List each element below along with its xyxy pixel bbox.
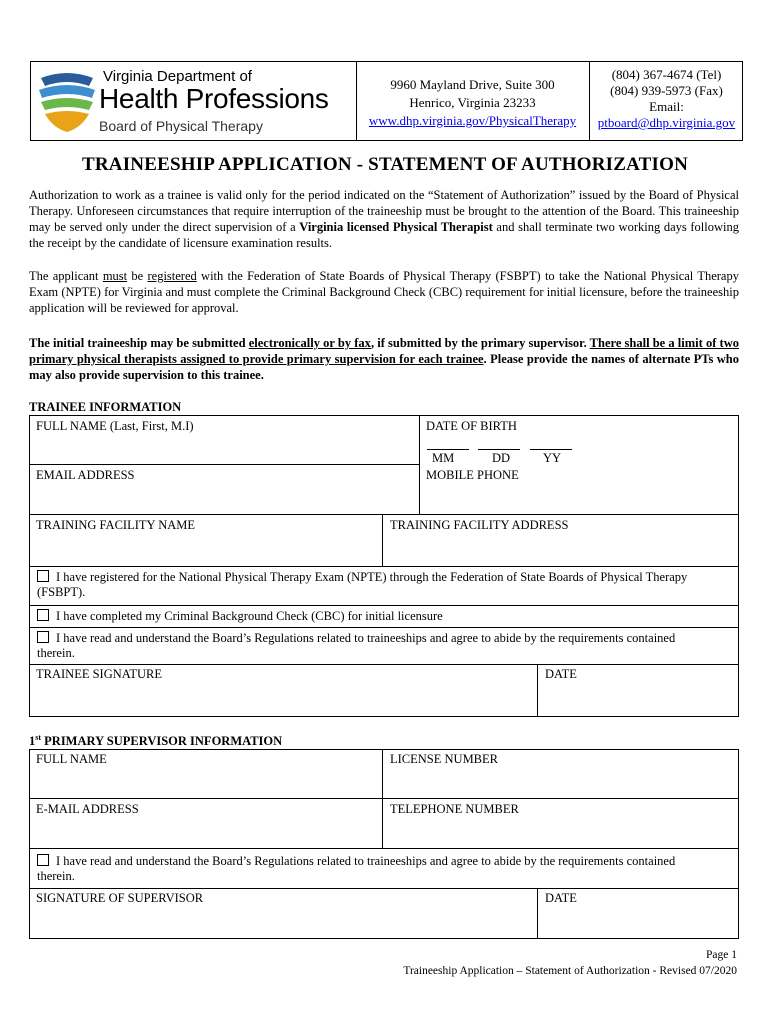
page-number: Page 1 xyxy=(706,949,737,961)
npte-checkbox[interactable] xyxy=(37,570,49,582)
revision-note: Traineeship Application – Statement of Authorization - Revised 07/2020 xyxy=(403,965,737,977)
telephone-field[interactable]: TELEPHONE NUMBER xyxy=(390,802,519,816)
board-contact: (804) 367-4674 (Tel) (804) 939-5973 (Fax) Email: ptboard@dhp.virginia.gov xyxy=(597,67,736,130)
supervisor-section-heading: 1st PRIMARY SUPERVISOR INFORMATION xyxy=(29,733,283,749)
cbc-checkbox[interactable] xyxy=(37,609,49,621)
dob-day-label: DD xyxy=(492,451,511,465)
dhp-logo-icon xyxy=(37,70,97,132)
trainee-date-field[interactable]: DATE xyxy=(545,667,577,681)
logo-line3: Board of Physical Therapy xyxy=(99,118,263,134)
dob-month-label: MM xyxy=(432,451,455,465)
supervisor-regulations-checkbox[interactable] xyxy=(37,854,49,866)
logo-line2: Health Professions xyxy=(99,83,329,114)
board-address: 9960 Mayland Drive, Suite 300 Henrico, Virginia 23233 www.dhp.virginia.gov/PhysicalTherapy xyxy=(368,77,577,128)
npte-check-row: I have registered for the National Physical Therapy Exam (NPTE) through the Federation of State Boards of Physical Therapy (FSBPT). xyxy=(37,570,688,599)
letterhead xyxy=(30,61,743,141)
website-link[interactable]: www.dhp.virginia.gov/PhysicalTherapy xyxy=(368,113,577,128)
email-link[interactable]: ptboard@dhp.virginia.gov xyxy=(597,115,736,130)
logo-line1: Virginia Department of xyxy=(103,68,252,85)
facility-name-field[interactable]: TRAINING FACILITY NAME xyxy=(36,518,196,532)
cbc-check-row: I have completed my Criminal Background Check (CBC) for initial licensure xyxy=(37,609,727,624)
trainee-form xyxy=(29,415,739,717)
submission-paragraph: The initial traineeship may be submitted electronically or by fax, if submitted by the primary supervisor. There shall be a limit of two primary physical therapists assigned to provide primary supervision for each trainee. Please provide the names of alternate PTs who may also provide supervision to this trainee. xyxy=(29,336,739,382)
regulations-checkbox[interactable] xyxy=(37,631,49,643)
supervisor-email-field[interactable]: E-MAIL ADDRESS xyxy=(36,802,139,816)
regulations-check-row: I have read and understand the Board’s Regulations related to traineeships and agree to abide by the requirements contained therein. xyxy=(37,631,676,660)
supervisor-regulations-row: I have read and understand the Board’s Regulations related to traineeships and agree to abide by the requirements contained therein. xyxy=(37,854,676,883)
trainee-section-heading: TRAINEE INFORMATION xyxy=(29,400,182,414)
supervisor-name-field[interactable]: FULL NAME xyxy=(36,752,107,766)
trainee-signature-field[interactable]: TRAINEE SIGNATURE xyxy=(36,667,163,681)
registration-paragraph: The applicant must be registered with the Federation of State Boards of Physical Therapy (FSBPT) to take the National Physical Therapy Exam (NPTE) for Virginia and must complete the Criminal Background Check (CBC) requirement for initial licensure, before the traineeship application will be reviewed for approval. xyxy=(29,269,739,315)
supervisor-date-field[interactable]: DATE xyxy=(545,891,577,905)
email-field[interactable]: EMAIL ADDRESS xyxy=(36,468,135,482)
supervisor-form xyxy=(29,749,739,939)
full-name-field[interactable]: FULL NAME (Last, First, M.I) xyxy=(36,419,194,433)
page-title: TRAINEESHIP APPLICATION - STATEMENT OF AUTHORIZATION xyxy=(81,154,688,175)
dob-year-label: YY xyxy=(543,451,562,465)
dob-field[interactable]: DATE OF BIRTH xyxy=(426,419,517,433)
authorization-paragraph: Authorization to work as a trainee is valid only for the period indicated on the “Statement of Authorization” issued by the Board of Physical Therapy. Unforeseen circumstances that require interruption of the traineeship must be brought to the attention of the Board. This traineeship may be served only under the direct supervision of a Virginia licensed Physical Therapist and shall terminate two working days following the receipt by the candidate of licensure examination results. xyxy=(29,188,739,250)
mobile-phone-field[interactable]: MOBILE PHONE xyxy=(426,468,519,482)
facility-address-field[interactable]: TRAINING FACILITY ADDRESS xyxy=(390,518,569,532)
license-number-field[interactable]: LICENSE NUMBER xyxy=(390,752,498,766)
supervisor-signature-field[interactable]: SIGNATURE OF SUPERVISOR xyxy=(36,891,204,905)
